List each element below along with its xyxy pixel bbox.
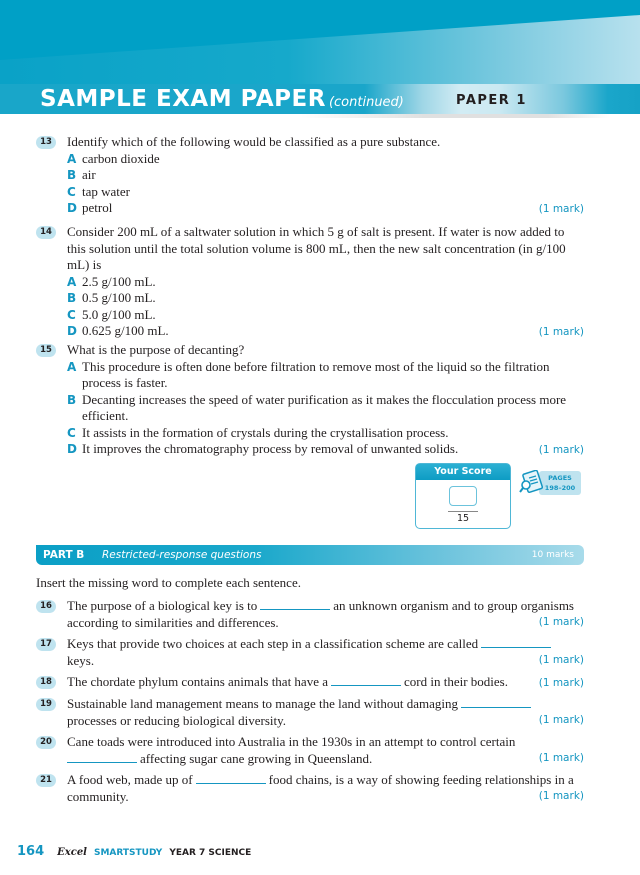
paper-label: PAPER 1 [456, 93, 527, 108]
text-after-blank: cord in their bodies. [404, 674, 508, 689]
question-text [67, 734, 584, 767]
part-b-title: Restricted-response questions [102, 549, 262, 561]
question-text: What is the purpose of decanting? [67, 342, 245, 357]
option-c[interactable] [67, 307, 584, 324]
pages-tag [539, 471, 581, 495]
question-14 [36, 224, 584, 340]
option-d[interactable] [67, 323, 584, 340]
option-text: air [82, 167, 96, 182]
text-before-blank: Sustainable land management means to manage the land without damaging [67, 696, 458, 711]
question-number-badge: 21 [36, 774, 56, 787]
question-17 [36, 636, 584, 669]
page-title [40, 86, 404, 114]
answer-blank[interactable] [260, 609, 330, 610]
page-footer [17, 842, 251, 860]
option-text: 5.0 g/100 mL. [82, 306, 156, 322]
text-after-blank: food chains, is a way of showing feeding relationships in a community. [67, 772, 574, 804]
pages-range: 198–200 [544, 484, 576, 492]
question-number-badge: 18 [36, 676, 56, 689]
footer-brand: Excel [57, 847, 87, 858]
question-number-badge: 20 [36, 736, 56, 749]
mark-label: (1 mark) [538, 654, 584, 666]
text-before-blank: A food web, made up of [67, 772, 193, 787]
question-16 [36, 598, 584, 631]
option-letter: C [67, 184, 76, 199]
mark-label: (1 mark) [538, 616, 584, 628]
question-text [67, 772, 584, 805]
option-letter: C [67, 425, 76, 440]
mark-label: (1 mark) [538, 326, 584, 338]
answer-blank[interactable] [461, 707, 531, 708]
question-number-badge: 19 [36, 698, 56, 711]
option-letter: D [67, 201, 77, 215]
question-number-badge: 13 [36, 136, 56, 149]
mark-label: (1 mark) [538, 752, 584, 764]
option-a[interactable] [67, 274, 584, 291]
footer-series: SMARTSTUDY [93, 848, 163, 858]
option-b[interactable] [67, 392, 584, 425]
your-score-box [415, 463, 511, 529]
question-text [67, 636, 584, 669]
question-number-badge: 17 [36, 638, 56, 651]
option-letter: B [67, 392, 77, 407]
question-number-badge: 16 [36, 600, 56, 613]
option-text: petrol [82, 200, 113, 215]
option-text: It improves the chromatography process by removal of unwanted solids. [82, 441, 459, 456]
question-text: Consider 200 mL of a saltwater solution in which 5 g of salt is present. If water is now added to this solution until the total solution volume is 800 mL, then the new salt concentration (in g/100 mL) is [67, 224, 566, 272]
question-text [67, 696, 584, 729]
option-letter: B [67, 168, 77, 182]
option-c[interactable] [67, 184, 584, 201]
score-divider [448, 511, 478, 512]
option-letter: C [67, 307, 76, 322]
question-20 [36, 734, 584, 767]
text-before-blank: Keys that provide two choices at each step in a classification scheme are called [67, 636, 479, 651]
part-b-header [36, 545, 584, 565]
title-text: SAMPLE EXAM PAPER [40, 86, 326, 112]
answer-blank[interactable] [67, 762, 137, 763]
question-21 [36, 772, 584, 805]
part-b-marks: 10 marks [531, 550, 574, 560]
score-heading: Your Score [416, 464, 510, 480]
banner-wedge [0, 0, 640, 60]
option-letter: B [67, 291, 77, 305]
part-b-label: PART B [43, 549, 85, 561]
option-a[interactable] [67, 359, 584, 392]
text-after-blank: an unknown organism and to group organisms according to similarities and differences. [67, 598, 574, 630]
document-magnifier-icon [519, 470, 543, 496]
question-15 [36, 342, 584, 458]
option-b[interactable] [67, 290, 584, 307]
text-before-blank: The chordate phylum contains animals that have a [67, 674, 328, 689]
mark-label: (1 mark) [538, 714, 584, 726]
option-d[interactable] [67, 441, 584, 458]
question-19 [36, 696, 584, 729]
option-text: It assists in the formation of crystals during the crystallisation process. [82, 424, 449, 440]
option-letter: D [67, 324, 77, 338]
text-before-blank: The purpose of a biological key is to [67, 598, 258, 613]
option-text: Decanting increases the speed of water purification as it makes the flocculation process more efficient. [82, 391, 567, 423]
score-input[interactable] [449, 486, 477, 506]
question-text: Identify which of the following would be classified as a pure substance. [67, 134, 441, 149]
text-after-blank: processes or reducing biological diversity. [67, 712, 287, 728]
answer-blank[interactable] [196, 783, 266, 784]
option-text: tap water [82, 183, 131, 199]
question-18 [36, 674, 584, 691]
option-d[interactable] [67, 200, 584, 217]
question-13 [36, 134, 584, 217]
option-a[interactable] [67, 151, 584, 168]
option-letter: A [67, 359, 77, 374]
pages-label: PAGES [548, 474, 572, 482]
mark-label: (1 mark) [538, 677, 584, 689]
text-after-blank: keys. [67, 652, 95, 668]
banner-shadow [300, 114, 610, 118]
option-b[interactable] [67, 167, 584, 184]
title-subtitle: (continued) [328, 95, 404, 110]
text-before-blank: Cane toads were introduced into Australia in the 1930s in an attempt to control certain [67, 734, 516, 749]
answer-blank[interactable] [331, 685, 401, 686]
option-text: carbon dioxide [82, 150, 160, 166]
question-text [67, 598, 584, 631]
footer-book-title: YEAR 7 SCIENCE [169, 848, 252, 858]
option-letter: A [67, 151, 77, 166]
option-text: 0.5 g/100 mL. [82, 290, 156, 305]
mark-label: (1 mark) [538, 203, 584, 215]
option-text: 0.625 g/100 mL. [82, 323, 169, 338]
part-b-instruction: Insert the missing word to complete each sentence. [36, 575, 301, 590]
option-c[interactable] [67, 425, 584, 442]
mark-label: (1 mark) [538, 444, 584, 456]
page-number: 164 [17, 844, 45, 859]
pages-reference [519, 468, 583, 500]
option-text: 2.5 g/100 mL. [82, 273, 156, 289]
question-text [67, 674, 584, 691]
option-text: This procedure is often done before filtration to remove most of the liquid so the filtration process is faster. [82, 358, 550, 390]
option-letter: A [67, 274, 77, 289]
score-total: 15 [456, 513, 470, 524]
header-banner [0, 0, 640, 114]
option-letter: D [67, 442, 77, 456]
question-number-badge: 14 [36, 226, 56, 239]
mark-label: (1 mark) [538, 790, 584, 802]
text-after-blank: affecting sugar cane growing in Queensland. [140, 750, 373, 766]
question-number-badge: 15 [36, 344, 56, 357]
answer-blank[interactable] [481, 647, 551, 648]
